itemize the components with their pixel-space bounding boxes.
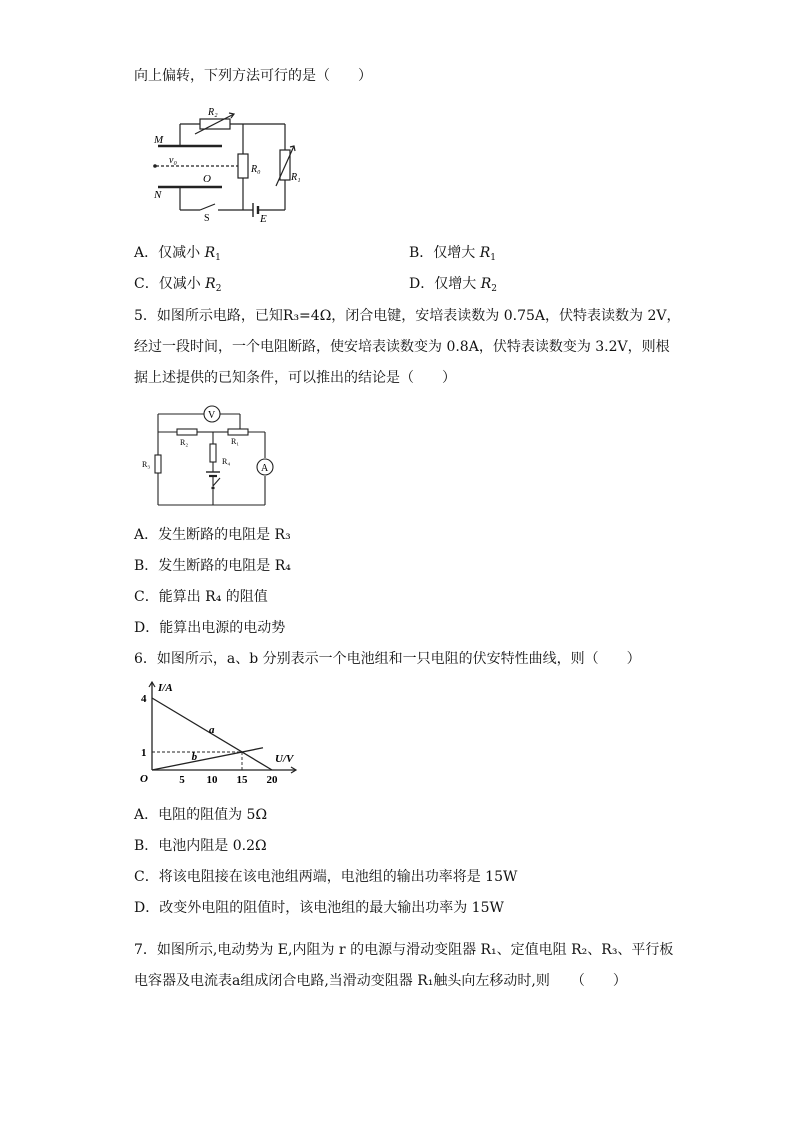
q4-option-d[interactable]: D．仅增大 $R_2$ <box>409 276 497 294</box>
x-tick-label: 5 <box>179 774 185 786</box>
label-R1: R₁ <box>291 172 301 183</box>
series-a-label: a <box>209 724 215 737</box>
q4-option-a[interactable]: A．仅减小 $R_1$ <box>134 245 221 263</box>
series-b-line <box>152 748 263 770</box>
y-tick-label: 1 <box>141 747 147 759</box>
q5-option-b[interactable]: B．发生断路的电阻是 R₄ <box>134 558 291 574</box>
label-v0: v₀ <box>169 155 177 166</box>
q6-iu-chart <box>138 678 308 788</box>
y-tick-label: 4 <box>141 693 147 705</box>
q7-stem-line1: 7．如图所示,电动势为 E,内阻为 r 的电源与滑动变阻器 R₁、定值电阻 R₂、R₃、平行板 <box>134 942 674 958</box>
q6-option-a[interactable]: A．电阻的阻值为 5Ω <box>134 807 268 823</box>
q5-stem-line3: 据上述提供的已知条件，可以推出的结论是（ ） <box>134 370 456 386</box>
label-S: S <box>204 213 210 224</box>
label-E: E <box>260 213 267 224</box>
q4-option-b[interactable]: B．仅增大 $R_1$ <box>409 245 497 263</box>
label-M: M <box>154 134 164 146</box>
origin-label: O <box>140 773 148 785</box>
label-R3: R₃ <box>142 460 151 469</box>
label-R2: R₂ <box>180 438 189 447</box>
q4-option-c[interactable]: C．仅减小 $R_2$ <box>134 276 222 294</box>
q6-option-d[interactable]: D．改变外电阻的阻值时，该电池组的最大输出功率为 15W <box>134 900 504 916</box>
q5-option-d[interactable]: D．能算出电源的电动势 <box>134 620 286 636</box>
q7-stem-line2: 电容器及电流表a组成闭合电路,当滑动变阻器 R₁触头向左移动时,则 （ ） <box>134 973 627 989</box>
q5-option-c[interactable]: C．能算出 R₄ 的阻值 <box>134 589 268 605</box>
q5-circuit-figure <box>140 400 280 510</box>
y-axis-label: I/A <box>158 682 173 694</box>
x-axis-label: U/V <box>275 753 294 765</box>
q5-option-a[interactable]: A．发生断路的电阻是 R₃ <box>134 527 291 543</box>
label-R2: R₂ <box>208 107 218 118</box>
ammeter-label: A <box>261 463 269 474</box>
label-R0: R₀ <box>251 164 261 175</box>
label-N: N <box>154 189 162 201</box>
q5-stem-line1: 5．如图所示电路，已知R₃=4Ω，闭合电键，安培表读数为 0.75A，伏特表读数为 2V， <box>134 308 681 324</box>
voltmeter-label: V <box>208 410 216 421</box>
q4-circuit-figure <box>140 104 315 224</box>
q6-stem: 6．如图所示，a、b 分别表示一个电池组和一只电阻的伏安特性曲线，则（ ） <box>134 651 641 667</box>
q6-option-b[interactable]: B．电池内阻是 0.2Ω <box>134 838 267 854</box>
q4-stem-tail: 向上偏转，下列方法可行的是（ ） <box>134 68 372 84</box>
label-R1: R₁ <box>231 437 240 446</box>
x-tick-label: 20 <box>266 774 278 786</box>
q6-option-c[interactable]: C．将该电阻接在该电池组两端，电池组的输出功率将是 15W <box>134 869 518 885</box>
label-O: O <box>203 173 211 185</box>
series-b-label: b <box>191 751 198 764</box>
x-tick-label: 10 <box>206 774 218 786</box>
q5-stem-line2: 经过一段时间，一个电阻断路，使安培表读数变为 0.8A，伏特表读数变为 3.2V，则根 <box>134 339 670 355</box>
label-R4: R₄ <box>222 457 231 466</box>
x-tick-label: 15 <box>236 774 248 786</box>
